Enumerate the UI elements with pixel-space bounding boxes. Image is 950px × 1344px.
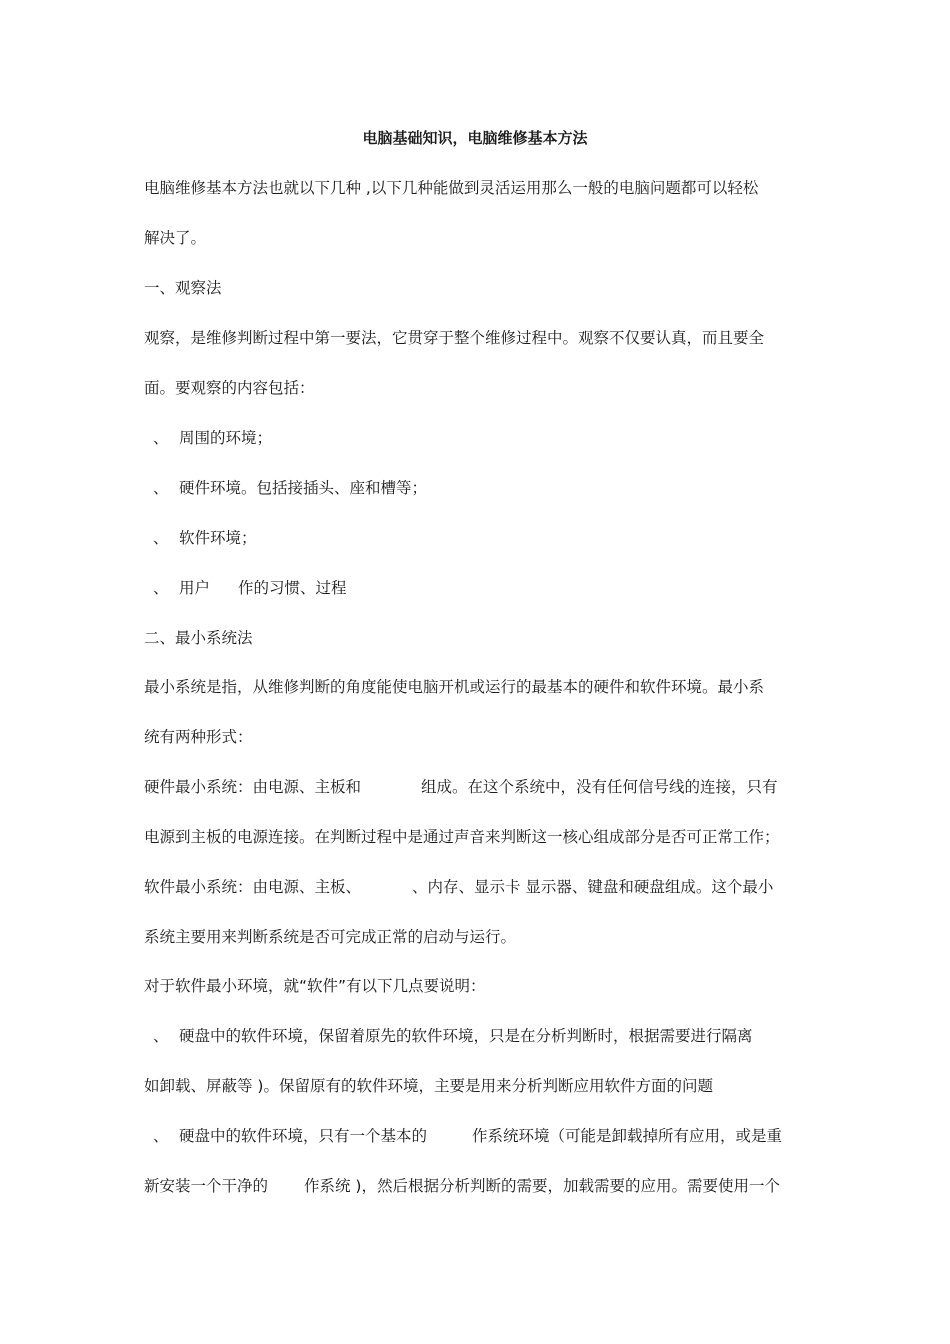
list-item-hardware: 硬件环境。包括接插头、座和槽等； (179, 479, 428, 497)
observation-paragraph-line-1: 观察，是维修判断过程中第一要法，它贯穿于整个维修过程中。观察不仅要认真，而且要全 (144, 329, 765, 347)
observation-paragraph-line-2: 面。要观察的内容包括： (144, 379, 315, 397)
hardware-minimal-part-1: 硬件最小系统：由电源、主板和 (144, 778, 362, 796)
software-environment-note: 对于软件最小环境，就“软件”有以下几点要说明： (144, 977, 486, 995)
software-point-2-line-2-part-2: 作系统 )，然后根据分析判断的需要，加载需要的应用。需要使用一个 (304, 1177, 780, 1195)
hardware-minimal-part-2: 组成。在这个系统中，没有任何信号线的连接，只有 (421, 778, 778, 796)
bullet-mark: 、 (153, 429, 169, 447)
section-heading-minimal-system: 二、最小系统法 (144, 629, 253, 647)
software-minimal-part-2: 、内存、显示卡 显示器、键盘和硬盘组成。这个最小 (412, 878, 774, 896)
minimal-system-definition-line-1: 最小系统是指，从维修判断的角度能使电脑开机或运行的最基本的硬件和软件环境。最小系 (144, 678, 765, 696)
section-heading-observation: 一、观察法 (144, 279, 222, 297)
minimal-system-definition-line-2: 统有两种形式： (144, 728, 253, 746)
page-title: 电脑基础知识，电脑维修基本方法 (362, 129, 588, 147)
software-minimal-part-1: 软件最小系统：由电源、主板、 (144, 878, 362, 896)
hardware-minimal-line-2: 电源到主板的电源连接。在判断过程中是通过声音来判断这一核心组成部分是否可正常工作； (144, 828, 780, 846)
software-point-2-line-2-part-1: 新安装一个干净的 (144, 1177, 269, 1195)
bullet-mark: 、 (153, 1127, 169, 1145)
list-item-environment: 周围的环境； (179, 429, 273, 447)
intro-line-2: 解决了。 (144, 229, 207, 247)
bullet-mark: 、 (153, 479, 169, 497)
bullet-mark: 、 (153, 529, 169, 547)
software-minimal-line-2: 系统主要用来判断系统是否可完成正常的启动与运行。 (144, 928, 517, 946)
bullet-mark: 、 (153, 1027, 169, 1045)
software-point-2-part-2: 作系统环境（可能是卸载掉所有应用，或是重 (472, 1127, 783, 1145)
software-point-2-part-1: 硬盘中的软件环境，只有一个基本的 (179, 1127, 428, 1145)
software-point-1-line-2: 如卸载、屏蔽等 )。保留原有的软件环境，主要是用来分析判断应用软件方面的问题 (144, 1077, 713, 1095)
bullet-mark: 、 (153, 579, 169, 597)
intro-line-1: 电脑维修基本方法也就以下几种 ,以下几种能做到灵活运用那么一般的电脑问题都可以轻松 (144, 179, 759, 197)
list-item-user-habits-part-2: 作的习惯、过程 (238, 579, 347, 597)
software-point-1-line-1: 硬盘中的软件环境，保留着原先的软件环境，只是在分析判断时，根据需要进行隔离 (179, 1027, 753, 1045)
list-item-user-habits-part-1: 用户 (179, 579, 211, 597)
list-item-software: 软件环境； (179, 529, 257, 547)
